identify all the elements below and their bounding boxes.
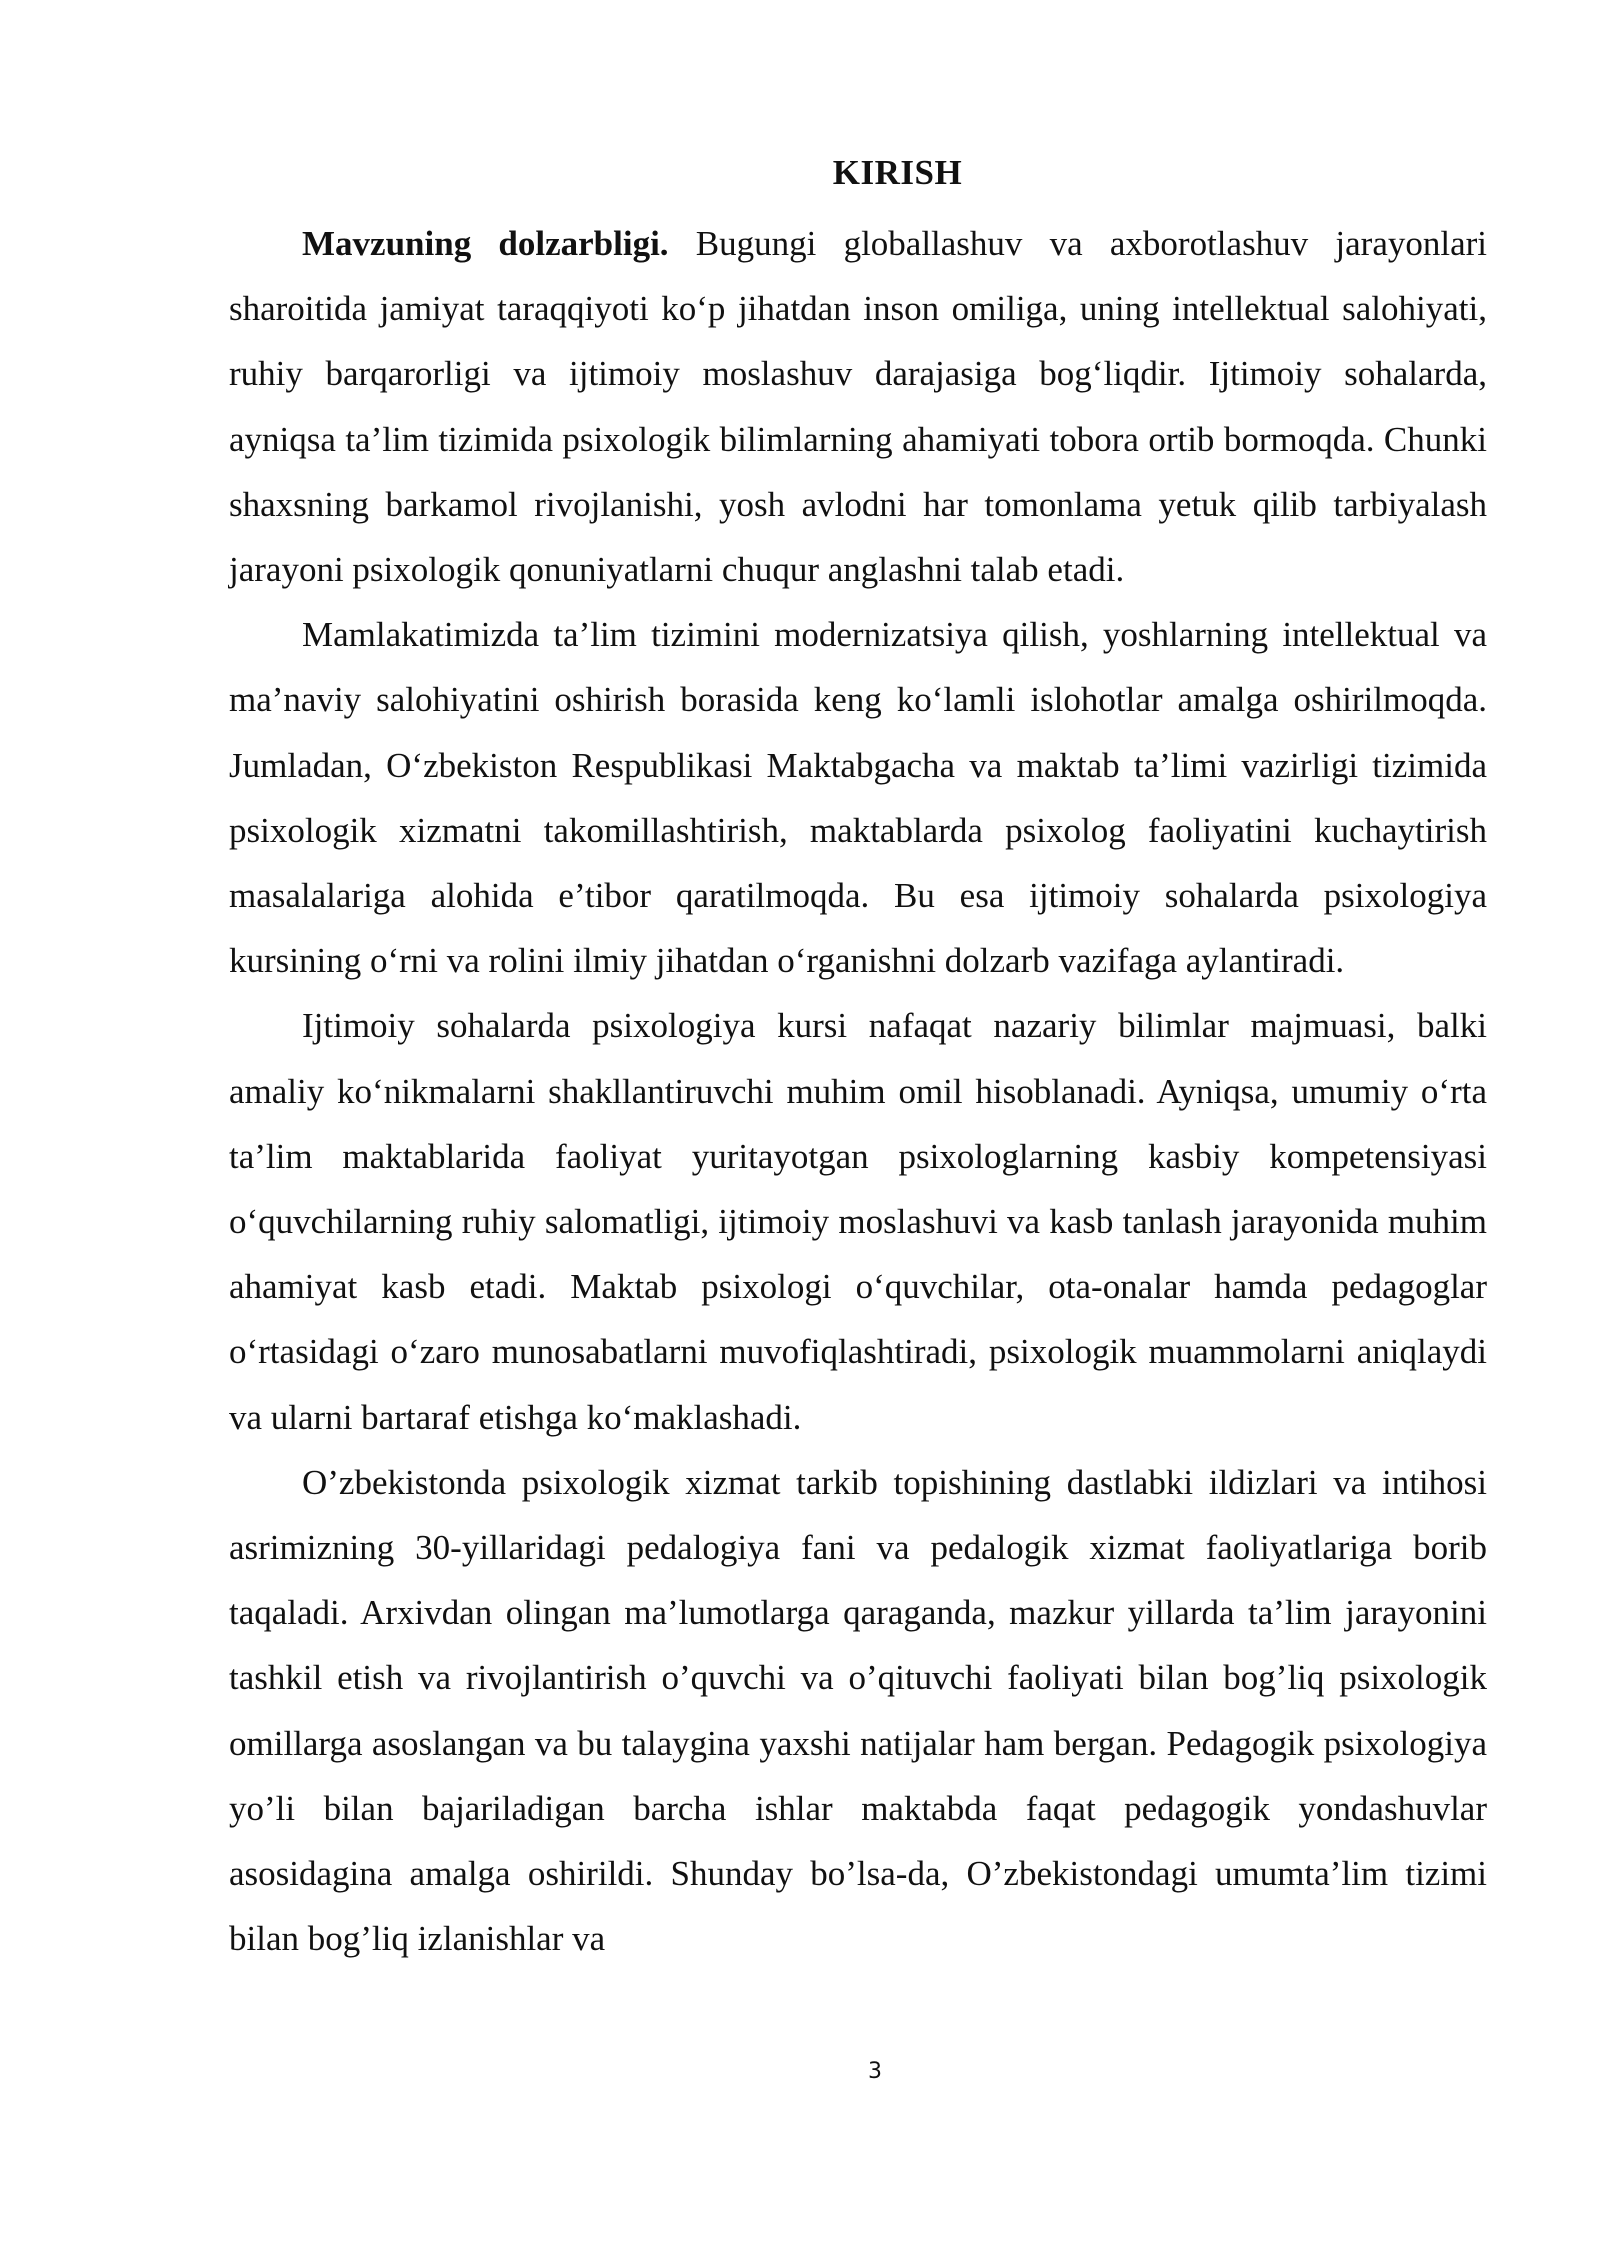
paragraph-history: [229, 1450, 1487, 1972]
paragraph-relevance: [229, 211, 1487, 602]
page-title: KIRISH: [832, 153, 963, 192]
paragraph-text: Mamlakatimizda ta’lim tizimini modernizatsiya qilish, yoshlarning intellektual va ma’naviy salohiyatini oshirish borasida keng ko‘lamli islohotlar amalga oshirilmoqda. Jumladan, O‘zbekiston Respublikasi Maktabgacha va maktab ta’limi vazirligi tizimida psixologik xizmatni takomillashtirish, maktablarda psixolog faoliyatini kuchaytirish masalalariga alohida e’tibor qaratilmoqda. Bu esa ijtimoiy sohalarda psixologiya kursining o‘rni va rolini ilmiy jihatdan o‘rganishni dolzarb vazifaga aylantiradi.: [229, 615, 1487, 981]
page-number: 3: [868, 2059, 882, 2084]
paragraph-text: Ijtimoiy sohalarda psixologiya kursi nafaqat nazariy bilimlar majmuasi, balki amaliy ko‘nikmalarni shakllantiruvchi muhim omil hisoblanadi. Ayniqsa, umumiy o‘rta ta’lim maktablarida faoliyat yuritayotgan psixologlarning kasbiy kompetensiyasi o‘quvchilarning ruhiy salomatligi, ijtimoiy moslashuvi va kasb tanlash jarayonida muhim ahamiyat kasb etadi. Maktab psixologi o‘quvchilar, ota-onalar hamda pedagoglar o‘rtasidagi o‘zaro munosabatlarni muvofiqlashtiradi, psixologik muammolarni aniqlaydi va ularni bartaraf etishga ko‘maklashadi.: [229, 1006, 1487, 1437]
paragraph-text: Bugungi globallashuv va axborotlashuv jarayonlari sharoitida jamiyat taraqqiyoti ko‘p jihatdan inson omiliga, uning intellektual salohiyati, ruhiy barqarorligi va ijtimoiy moslashuv darajasiga bog‘liqdir. Ijtimoiy sohalarda, ayniqsa ta’lim tizimida psixologik bilimlarning ahamiyati tobora ortib bormoqda. Chunki shaxsning barkamol rivojlanishi, yosh avlodni har tomonlama yetuk qilib tarbiyalash jarayoni psixologik qonuniyatlarni chuqur anglashni talab etadi.: [229, 224, 1487, 590]
paragraph-psychology-course: [229, 993, 1487, 1449]
paragraph-lead: Mavzuning dolzarbligi.: [302, 224, 669, 263]
paragraph-text: O’zbekistonda psixologik xizmat tarkib topishining dastlabki ildizlari va intihosi asrimizning 30-yillaridagi pedalogiya fani va pedalogik xizmat faoliyatlariga borib taqaladi. Arxivdan olingan ma’lumotlarga qaraganda, mazkur yillarda ta’lim jarayonini tashkil etish va rivojlantirish o’quvchi va o’qituvchi faoliyati bilan bog’liq psixologik omillarga asoslangan va bu talaygina yaxshi natijalar ham bergan. Pedagogik psixologiya yo’li bilan bajariladigan barcha ishlar maktabda faqat pedagogik yondashuvlar asosidagina amalga oshirildi. Shunday bo’lsa-da, O’zbekistondagi umumta’lim tizimi bilan bog’liq izlanishlar va: [229, 1462, 1487, 1959]
body-text: [229, 211, 1487, 1971]
paragraph-modernization: [229, 602, 1487, 993]
